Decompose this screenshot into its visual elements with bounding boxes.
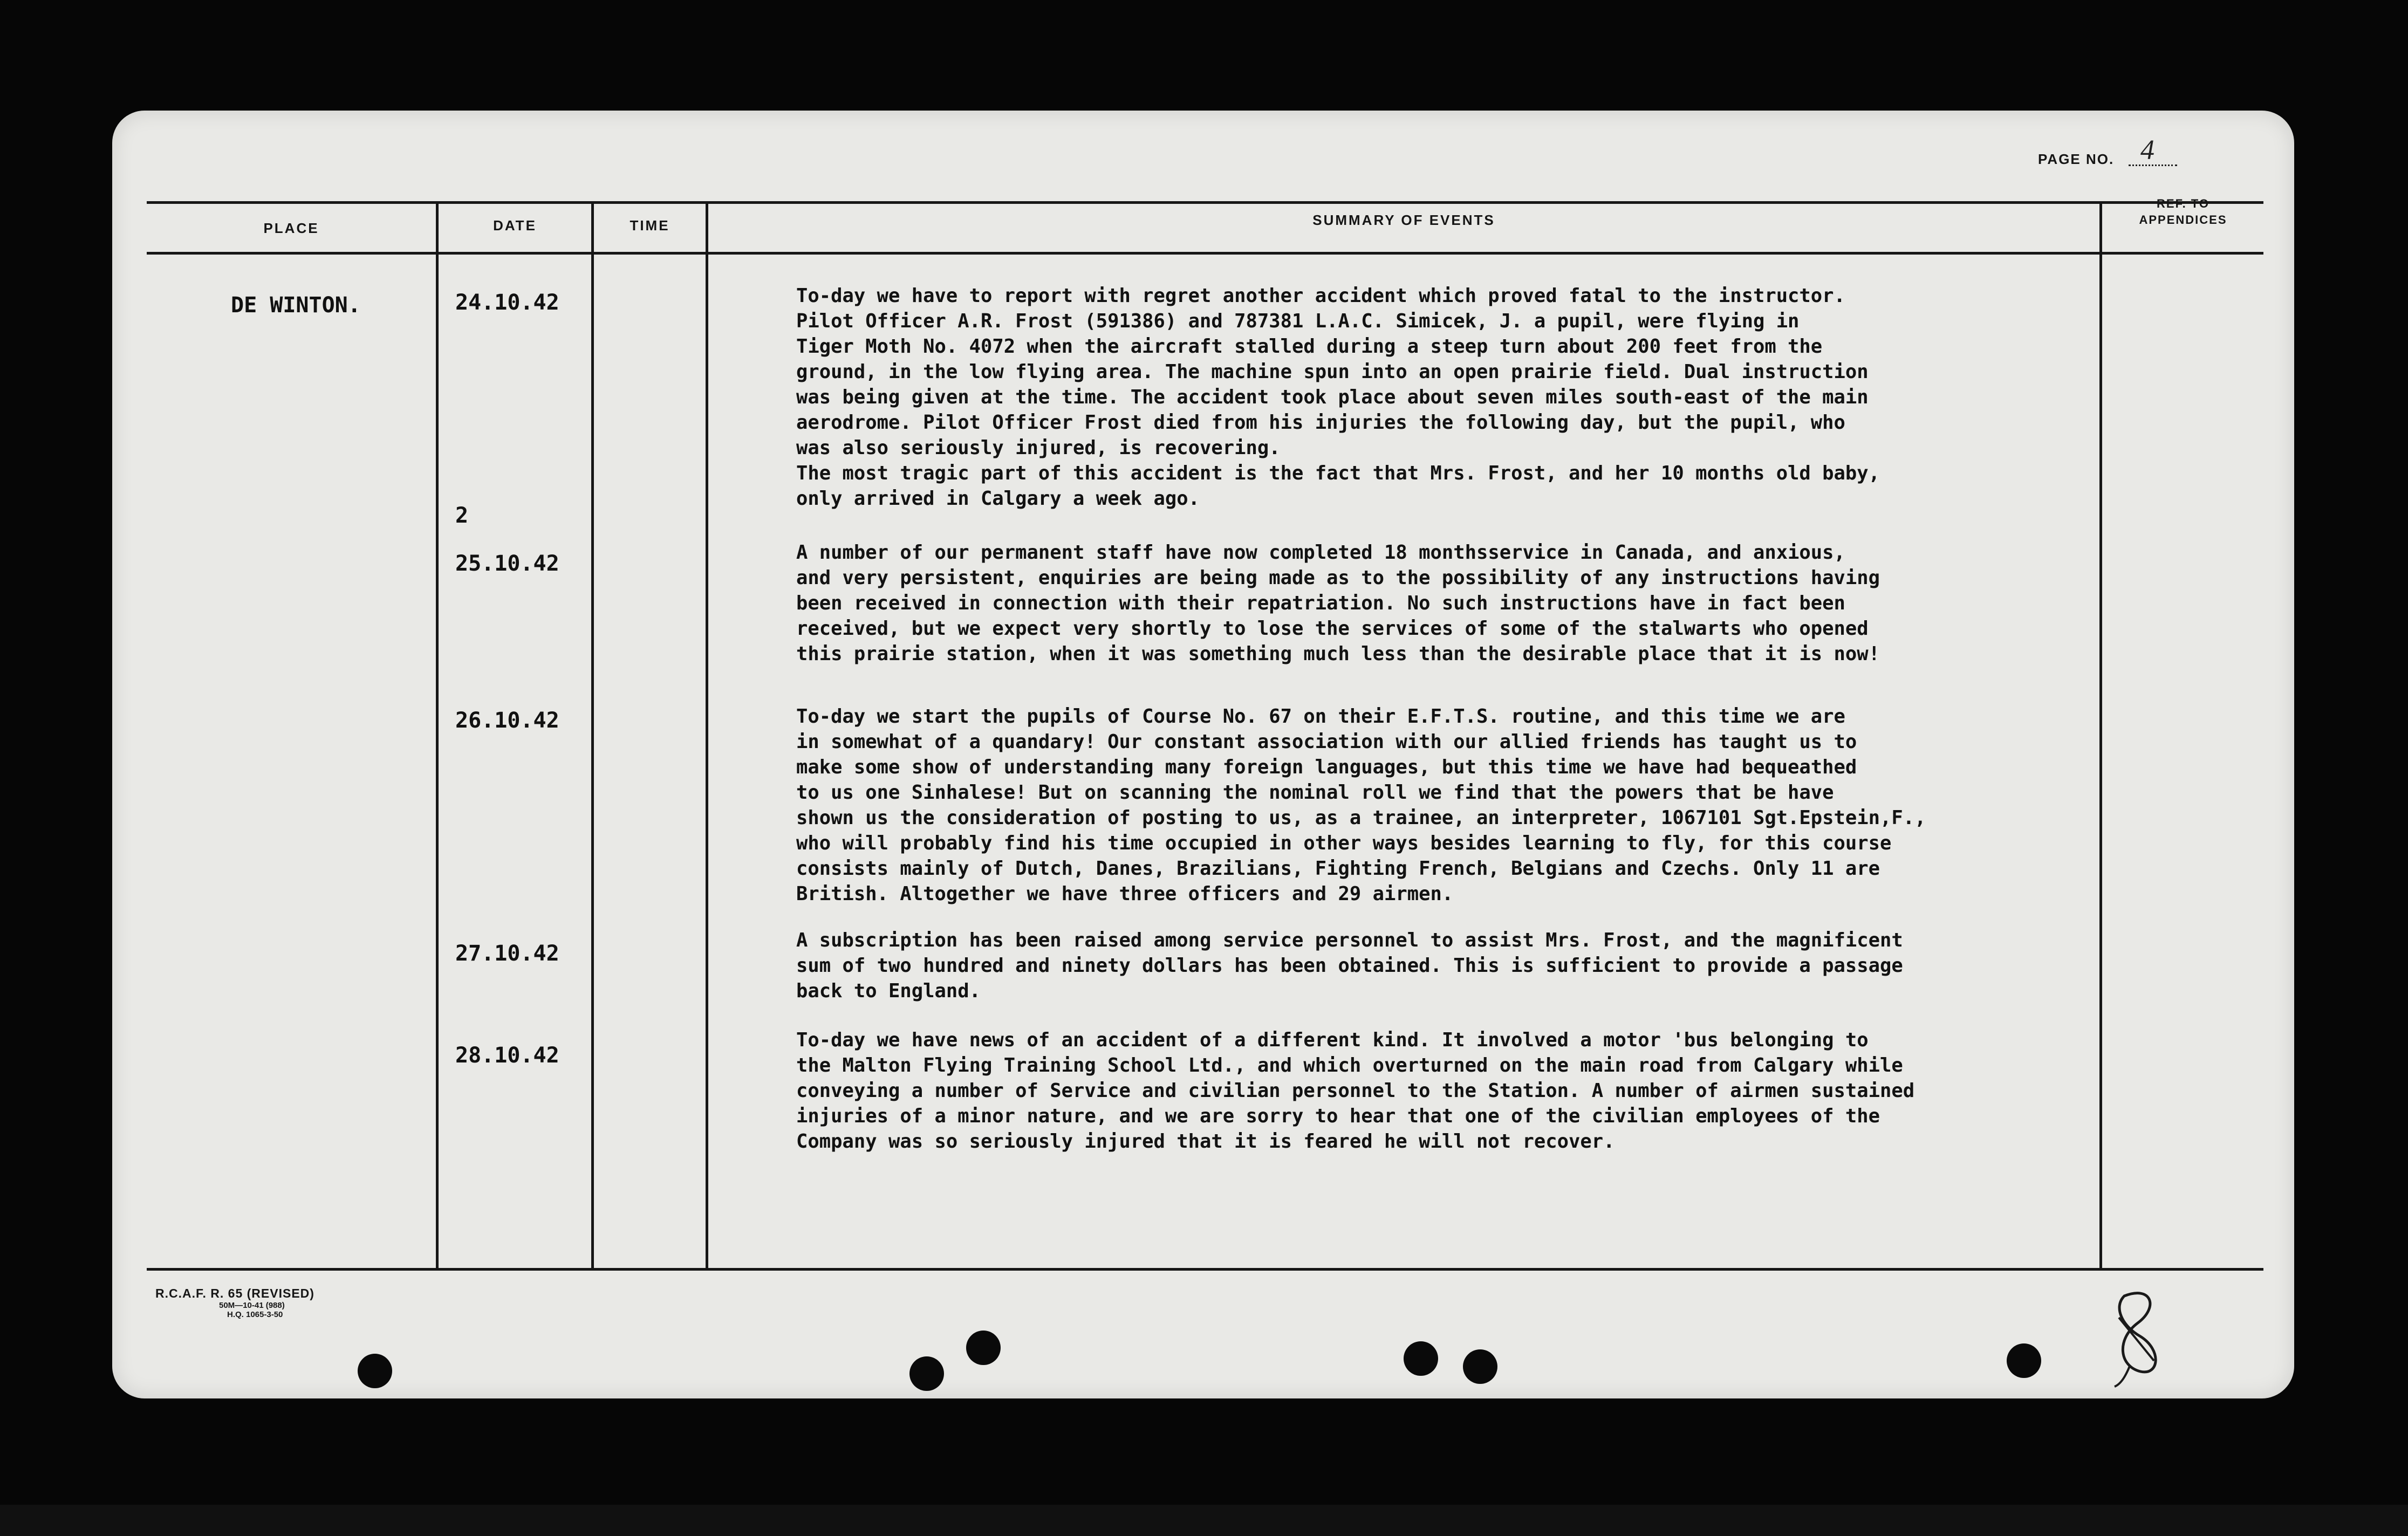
date-entry: 24.10.42 (455, 290, 559, 315)
time-column-left-rule (591, 201, 594, 1271)
summary-entry: A subscription has been raised among service personnel to assist Mrs. Frost, and the magnificent sum of two hundred and ninety dollars has been obtained. This is sufficient to provide a passage back to England. (796, 929, 1903, 1002)
summary-entry: To-day we start the pupils of Course No. 67 on their E.F.T.S. routine, and this time we are in somewhat of a quandary! Our constant association with our allied friends has taught us to make some show of understanding many foreign languages, but this time we have had bequeathed to us one Sinhalese! But on scanning the nominal roll we find that the powers that be have shown us the consideration of posting to us, as a trainee, an interpreter, 1067101 Sgt.Epstein,F., who will probably find his time occupied in other ways besides learning to fly, for this course consists mainly of Dutch, Danes, Brazilians, Fighting French, Belgians and Czechs. Only 11 are British. Altogether we have three officers and 29 airmen. (796, 705, 1926, 905)
punch-hole (2007, 1343, 2041, 1378)
summary-column-left-rule (706, 201, 708, 1271)
column-header-place: PLACE (263, 220, 319, 236)
column-header-ref-appendices-line2: APPENDICES (2139, 213, 2227, 227)
date-entry: 27.10.42 (455, 941, 559, 966)
form-hq-code: H.Q. 1065-3-50 (227, 1310, 283, 1319)
summary-entry: To-day we have news of an accident of a different kind. It involved a motor 'bus belonging to the Malton Flying Training School Ltd., and which overturned on the main road from Calgary while conveying a number of Service and civilian personnel to the Station. A number of airmen sustained injuries of a minor nature, and we are sorry to hear that one of the civilian employees of the Company was so seriously injured that it is feared he will not recover. (796, 1029, 1915, 1153)
punch-hole (1463, 1349, 1497, 1384)
date-entry: 26.10.42 (455, 708, 559, 733)
form-identifier (155, 1286, 314, 1319)
date-column-left-rule (436, 201, 439, 1271)
punch-hole (358, 1354, 392, 1388)
column-header-summary: SUMMARY OF EVENTS (1312, 212, 1495, 228)
operations-record-card (112, 111, 2294, 1398)
form-print-code: 50M—10-41 (988) (219, 1301, 285, 1310)
page-number-value: 4 (2140, 135, 2154, 166)
punch-hole (1404, 1341, 1438, 1376)
date-entry: 2 (455, 503, 469, 528)
date-entry: 25.10.42 (455, 551, 559, 576)
date-entry: 28.10.42 (455, 1043, 559, 1068)
punch-hole (909, 1356, 944, 1391)
form-number: R.C.A.F. R. 65 (REVISED) (155, 1286, 314, 1300)
column-header-time: TIME (630, 217, 670, 234)
summary-entry: A number of our permanent staff have now completed 18 monthsservice in Canada, and anxious, and very persistent, enquiries are being made as to the possibility of any instructions having been received in connection with their repatriation. No such instructions have in fact been received, but we expect very shortly to lose the services of some of the stalwarts who opened this prairie station, when it was something much less than the desirable place that it is now! (796, 541, 1880, 665)
header-top-rule (147, 201, 2263, 204)
page-number-dotted-line (2129, 164, 2177, 166)
page-number-label: PAGE NO. (2038, 151, 2115, 167)
table-bottom-rule (147, 1268, 2263, 1271)
header-bottom-rule (147, 252, 2263, 255)
scanner-edge (0, 1505, 2408, 1536)
summary-entry: To-day we have to report with regret another accident which proved fatal to the instructor. Pilot Officer A.R. Frost (591386) and 787381 L.A.C. Simicek, J. a pupil, were flying in Tiger Moth No. 4072 when the aircraft stalled during a steep turn about 200 feet from the ground, in the low flying area. The machine spun into an open prairie field. Dual instruction was being given at the time. The accident took place about seven miles south-east of the main aerodrome. Pilot Officer Frost died from his injuries the following day, but the pupil, who was also seriously injured, is recovering. The most tragic part of this accident is the fact that Mrs. Frost, and her 10 months old baby, only arrived in Calgary a week ago. (796, 285, 1880, 510)
column-header-ref-appendices-line1: REF. TO (2157, 197, 2209, 210)
handwritten-mark-icon (2108, 1285, 2167, 1388)
punch-hole (966, 1331, 1001, 1365)
column-header-date: DATE (493, 217, 537, 234)
place-entry: DE WINTON. (231, 293, 361, 318)
